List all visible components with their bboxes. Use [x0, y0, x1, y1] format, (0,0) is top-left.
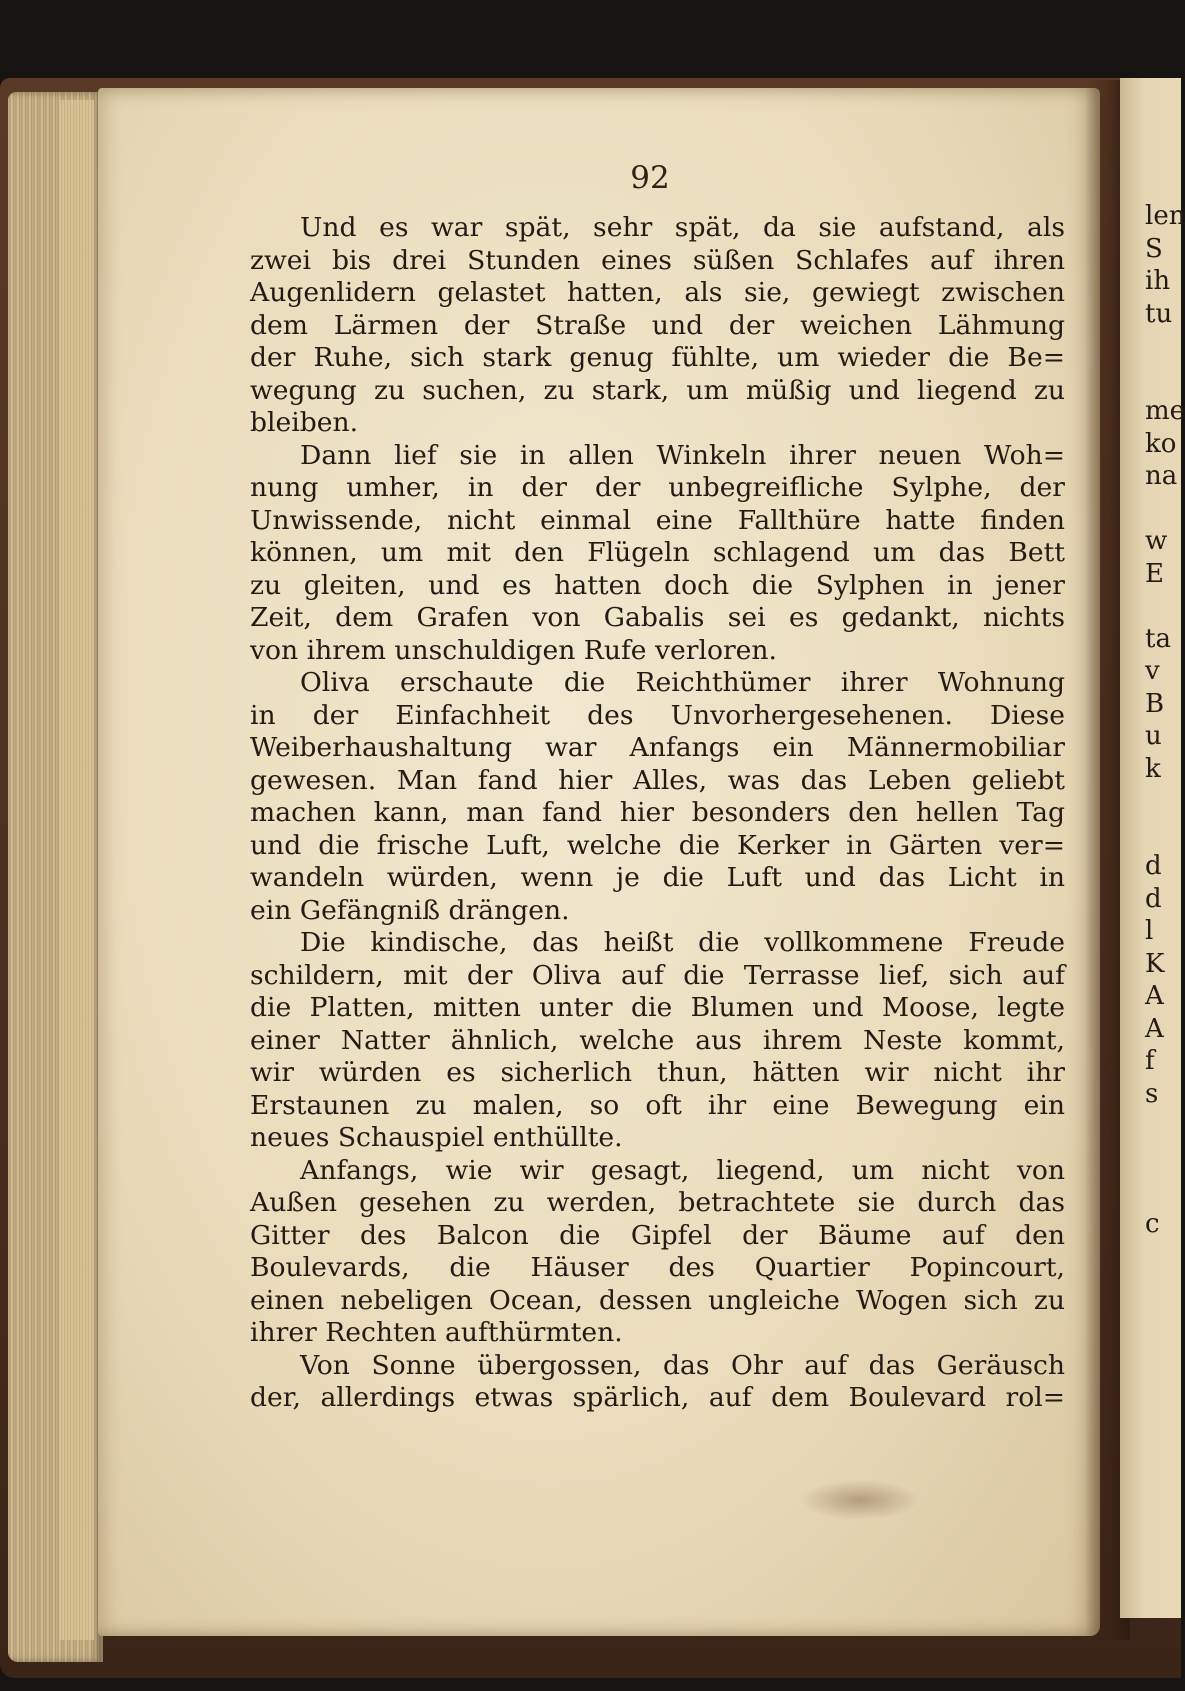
text-line: Boulevards, die Häuser des Quartier Popincourt, [250, 1252, 1065, 1283]
text-line: Augenlidern gelastet hatten, als sie, gewiegt zwischen [250, 277, 1065, 308]
facing-fragment [1145, 1175, 1181, 1208]
text-line: machen kann, man fand hier besonders den hellen Tag [250, 797, 1065, 828]
text-line: wegung zu suchen, zu stark, um müßig und liegend zu [250, 374, 1065, 406]
facing-fragment: w [1145, 526, 1168, 556]
facing-fragment [1145, 590, 1181, 623]
text-line: Unwissende, nicht einmal eine Fallthüre hatte finden [250, 504, 1065, 536]
facing-fragment: E [1145, 558, 1164, 589]
facing-fragment: d [1145, 883, 1162, 914]
facing-fragment: B [1145, 688, 1165, 719]
facing-fragment [1145, 1143, 1181, 1176]
text-line: Gitter des Balcon die Gipfel der Bäume auf den [250, 1219, 1065, 1251]
facing-fragment: k [1145, 753, 1161, 784]
text-line: Die kindische, das heißt die vollkommene Freude [300, 927, 1065, 958]
facing-fragment [1145, 330, 1181, 363]
text-line: von ihrem unschuldigen Rufe verloren. [250, 634, 778, 666]
facing-fragment [1145, 1110, 1181, 1143]
text-line: ein Gefängniß drängen. [250, 894, 570, 926]
text-line: wir würden es sicherlich thun, hätten wir nicht ihr [250, 1057, 1065, 1088]
text-line: Von Sonne übergossen, das Ohr auf das Geräusch [300, 1349, 1065, 1381]
facing-fragment: f [1145, 1046, 1155, 1076]
text-line: und die frische Luft, welche die Kerker in Gärten ver= [250, 829, 1065, 861]
paper-stain [800, 1480, 920, 1520]
facing-fragment: l [1145, 916, 1154, 946]
text-line: zu gleiten, und es hatten doch die Sylphen in jener [250, 569, 1065, 601]
facing-fragment: s [1145, 1078, 1159, 1109]
text-line: einen nebeligen Ocean, dessen ungleiche Wogen sich zu [250, 1284, 1065, 1316]
facing-fragment: ta [1145, 623, 1171, 654]
page-text [250, 212, 1065, 1415]
text-line: Außen gesehen zu werden, betrachtete sie durch das [250, 1187, 1065, 1218]
text-line: nung umher, in der der unbegreifliche Sylphe, der [250, 472, 1065, 503]
facing-fragment: u [1145, 721, 1162, 751]
text-line: gewesen. Man fand hier Alles, was das Leben geliebt [250, 764, 1065, 796]
text-line: die Platten, mitten unter die Blumen und Moose, legte [250, 992, 1065, 1023]
text-line: Dann lief sie in allen Winkeln ihrer neuen Woh= [300, 439, 1065, 471]
facing-fragment: na [1145, 461, 1178, 491]
text-line: Anfangs, wie wir gesagt, liegend, um nicht von [300, 1154, 1065, 1186]
facing-fragment: d [1145, 851, 1162, 881]
facing-fragment: A [1145, 981, 1164, 1011]
text-line: der, allerdings etwas spärlich, auf dem Boulevard rol= [250, 1382, 1065, 1413]
facing-fragment [1145, 363, 1181, 396]
facing-fragment: v [1145, 656, 1160, 686]
text-line: ihrer Rechten aufthürmten. [250, 1317, 623, 1348]
facing-fragment: len [1145, 201, 1185, 231]
facing-fragment: c [1145, 1208, 1160, 1239]
text-line: der Ruhe, sich stark genug fühlte, um wieder die Be= [250, 342, 1065, 373]
text-line: Zeit, dem Grafen von Gabalis sei es gedankt, nichts [250, 602, 1065, 633]
text-line: einer Natter ähnlich, welche aus ihrem Neste kommt, [250, 1024, 1065, 1056]
text-line: können, um mit den Flügeln schlagend um das Bett [250, 537, 1065, 568]
facing-fragment: S [1145, 233, 1163, 264]
facing-fragment [1145, 785, 1181, 818]
facing-fragment: me [1145, 396, 1185, 426]
text-line: wandeln würden, wenn je die Luft und das Licht in [250, 862, 1065, 893]
facing-fragment: tu [1145, 298, 1173, 329]
facing-fragment: ih [1145, 266, 1171, 296]
text-line: schildern, mit der Oliva auf die Terrasse lief, sich auf [250, 959, 1065, 991]
facing-fragment: A [1145, 1013, 1164, 1044]
text-line: zwei bis drei Stunden eines süßen Schlafes auf ihren [250, 244, 1065, 276]
text-line: bleiben. [250, 407, 359, 438]
page-stack-edge [60, 100, 94, 1640]
text-line: dem Lärmen der Straße und der weichen Lähmung [250, 309, 1065, 341]
facing-page-text [1145, 200, 1185, 1240]
text-line: Und es war spät, sehr spät, da sie aufstand, als [300, 212, 1065, 243]
facing-fragment [1145, 493, 1181, 526]
text-line: Oliva erschaute die Reichthümer ihrer Wohnung [300, 667, 1065, 698]
facing-fragment [1145, 818, 1181, 851]
text-line: in der Einfachheit des Unvorhergesehenen. Diese [250, 699, 1065, 731]
facing-fragment: K [1145, 948, 1165, 979]
page-number: 92 [630, 160, 670, 196]
facing-fragment: ko [1145, 428, 1177, 459]
text-line: Weiberhaushaltung war Anfangs ein Männermobiliar [250, 732, 1065, 763]
text-line: Erstaunen zu malen, so oft ihr eine Bewegung ein [250, 1089, 1065, 1121]
text-line: neues Schauspiel enthüllte. [250, 1122, 623, 1153]
